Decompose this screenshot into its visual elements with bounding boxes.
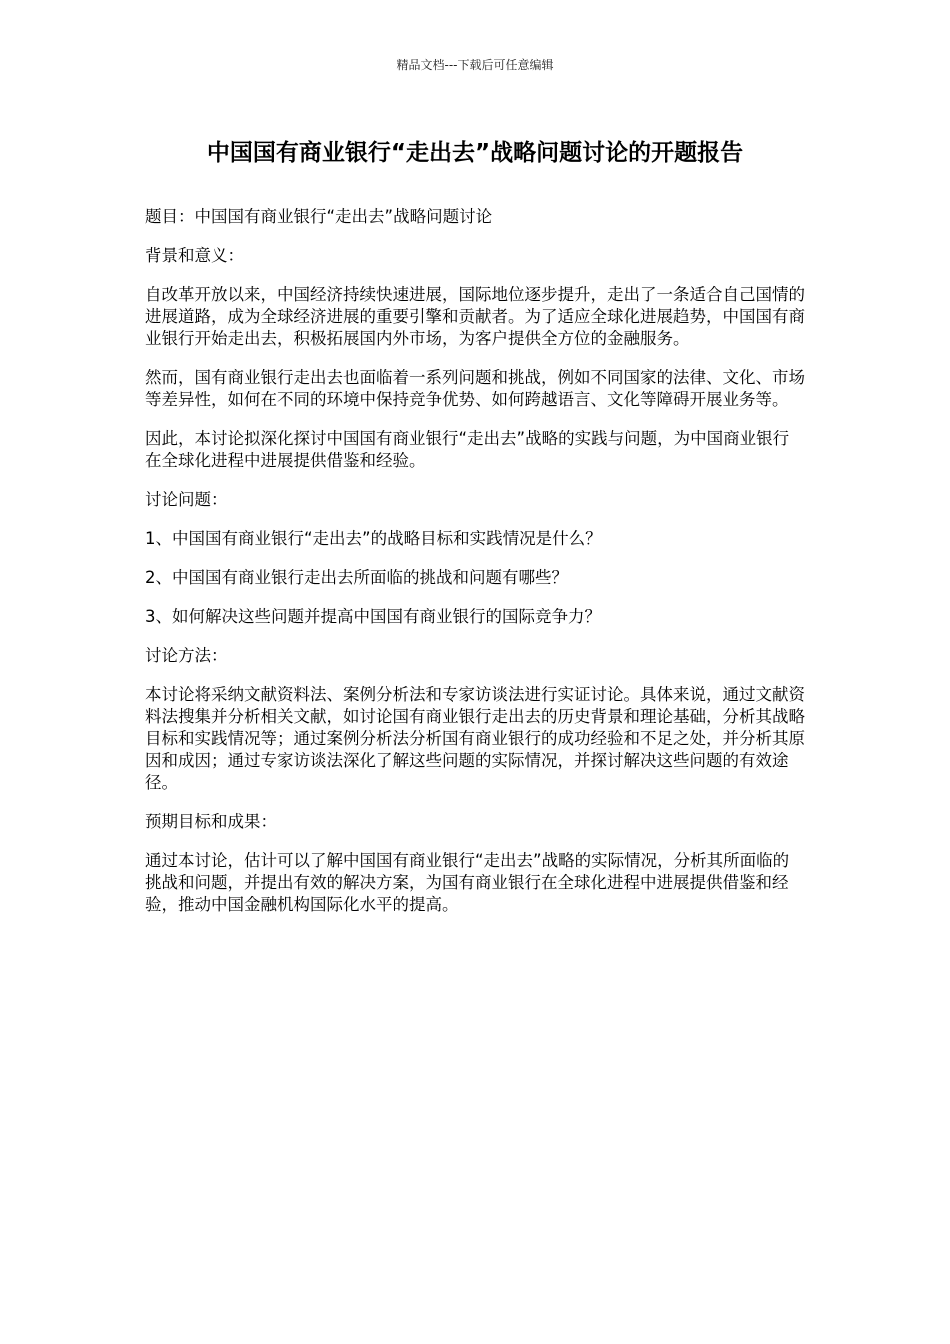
methods-heading: 讨论方法： (145, 646, 228, 665)
document-title: 中国国有商业银行“走出去”战略问题讨论的开题报告 (206, 140, 744, 166)
document-body (145, 206, 805, 933)
background-paragraph-3: 因此，本讨论拟深化探讨中国国有商业银行“走出去”战略的实践与问题，为中国商业银行在全球化进程中进展提供借鉴和经验。 (145, 429, 790, 470)
question-item-1: 1、中国国有商业银行“走出去”的战略目标和实践情况是什么？ (145, 529, 602, 548)
question-item-2: 2、中国国有商业银行走出去所面临的挑战和问题有哪些？ (145, 568, 568, 587)
question-item-3: 3、如何解决这些问题并提高中国国有商业银行的国际竞争力？ (145, 607, 601, 626)
goals-heading: 预期目标和成果： (145, 812, 277, 831)
background-paragraph-1: 自改革开放以来，中国经济持续快速进展，国际地位逐步提升，走出了一条适合自己国情的进展道路，成为全球经济进展的重要引擎和贡献者。为了适应全球化进展趋势，中国国有商业银行开始走出去，积极拓展国内外市场，为客户提供全方位的金融服务。 (145, 285, 805, 348)
background-paragraph-2: 然而，国有商业银行走出去也面临着一系列问题和挑战，例如不同国家的法律、文化、市场等差异性，如何在不同的环境中保持竞争优势、如何跨越语言、文化等障碍开展业务等。 (145, 368, 805, 409)
methods-paragraph: 本讨论将采纳文献资料法、案例分析法和专家访谈法进行实证讨论。具体来说，通过文献资料法搜集并分析相关文献，如讨论国有商业银行走出去的历史背景和理论基础，分析其战略目标和实践情况等；通过案例分析法分析国有商业银行的成功经验和不足之处，并分析其原因和成因；通过专家访谈法深化了解这些问题的实际情况，并探讨解决这些问题的有效途径。 (145, 685, 805, 792)
goals-paragraph: 通过本讨论，估计可以了解中国国有商业银行“走出去”战略的实际情况，分析其所面临的挑战和问题，并提出有效的解决方案，为国有商业银行在全球化进程中进展提供借鉴和经验，推动中国金融机构国际化水平的提高。 (145, 851, 790, 914)
background-heading: 背景和意义： (145, 246, 244, 265)
subject-line: 题目：中国国有商业银行“走出去”战略问题讨论 (145, 207, 493, 226)
questions-heading: 讨论问题： (145, 490, 228, 509)
page-header: 精品文档---下载后可任意编辑 (396, 58, 554, 72)
